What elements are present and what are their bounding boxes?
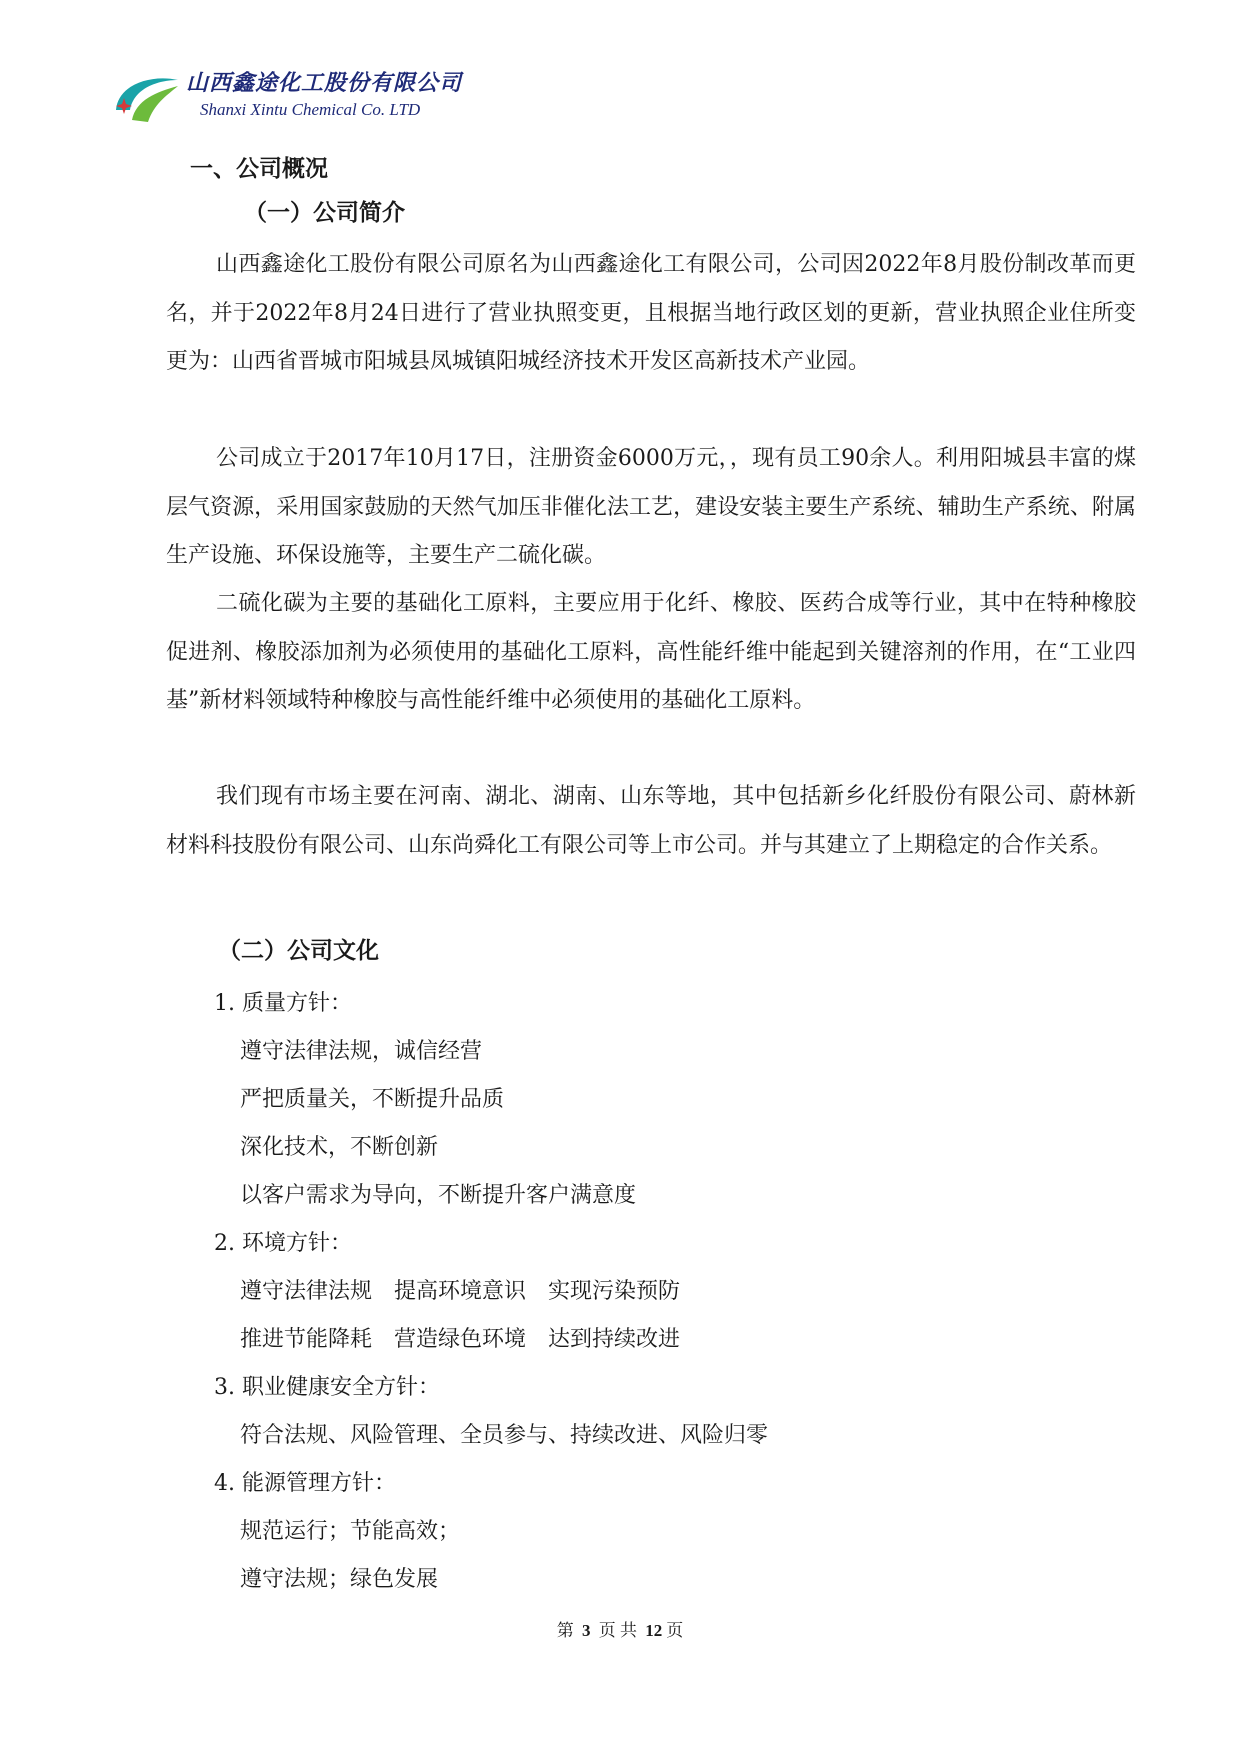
subsection-heading-intro: （一）公司简介	[244, 200, 405, 226]
list-heading: 1. 质量方针：	[214, 991, 352, 1016]
list-item: 推进节能降耗 营造绿色环境 达到持续改进	[240, 1327, 681, 1352]
section-heading: 一、公司概况	[190, 156, 328, 182]
footer-prefix: 第	[556, 1621, 574, 1640]
list-heading: 4. 能源管理方针：	[214, 1471, 396, 1496]
paragraph: 山西鑫途化工股份有限公司原名为山西鑫途化工有限公司，公司因2022年8月股份制改革而更名，并于2022年8月24日进行了营业执照变更，且根据当地行政区划的更新，营业执照企业住所变更为：山西省晋城市阳城县凤城镇阳城经济技术开发区高新技术产业园。	[166, 252, 1136, 374]
paragraph: 我们现有市场主要在河南、湖北、湖南、山东等地，其中包括新乡化纤股份有限公司、蔚林新材料科技股份有限公司、山东尚舜化工有限公司等上市公司。并与其建立了上期稳定的合作关系。	[166, 784, 1136, 858]
list-heading: 3. 职业健康安全方针：	[214, 1375, 440, 1400]
list-item: 以客户需求为导向，不断提升客户满意度	[240, 1183, 637, 1208]
list-item: 严把质量关，不断提升品质	[240, 1087, 505, 1112]
list-item: 符合法规、风险管理、全员参与、持续改进、风险归零	[240, 1423, 769, 1448]
company-name-cn: 山西鑫途化工股份有限公司	[186, 71, 463, 96]
list-heading: 2. 环境方针：	[214, 1231, 352, 1256]
footer-page-number: 3	[582, 1621, 591, 1640]
footer-mid: 页 共	[598, 1621, 637, 1640]
paragraph: 公司成立于2017年10月17日，注册资金6000万元，，现有员工90余人。利用阳城县丰富的煤层气资源，采用国家鼓励的天然气加压非催化法工艺，建设安装主要生产系统、辅助生产系统、附属生产设施、环保设施等，主要生产二硫化碳。	[166, 446, 1136, 568]
list-item: 遵守法律法规 提高环境意识 实现污染预防	[240, 1279, 681, 1304]
list-item: 遵守法律法规，诚信经营	[240, 1039, 483, 1064]
list-item: 深化技术，不断创新	[240, 1135, 439, 1160]
company-logo-icon	[112, 70, 182, 126]
subsection-heading-culture: （二）公司文化	[218, 938, 379, 964]
paragraph: 二硫化碳为主要的基础化工原料，主要应用于化纤、橡胶、医药合成等行业，其中在特种橡胶促进剂、橡胶添加剂为必须使用的基础化工原料，高性能纤维中能起到关键溶剂的作用，在“工业四基”新材料领域特种橡胶与高性能纤维中必须使用的基础化工原料。	[166, 591, 1136, 713]
footer-total-pages: 12	[645, 1621, 663, 1640]
company-name-en: Shanxi Xintu Chemical Co. LTD	[200, 100, 421, 119]
footer-suffix: 页	[666, 1621, 684, 1640]
list-item: 遵守法规；绿色发展	[240, 1567, 439, 1592]
page-footer	[0, 1616, 1240, 1641]
list-item: 规范运行；节能高效；	[240, 1519, 461, 1544]
